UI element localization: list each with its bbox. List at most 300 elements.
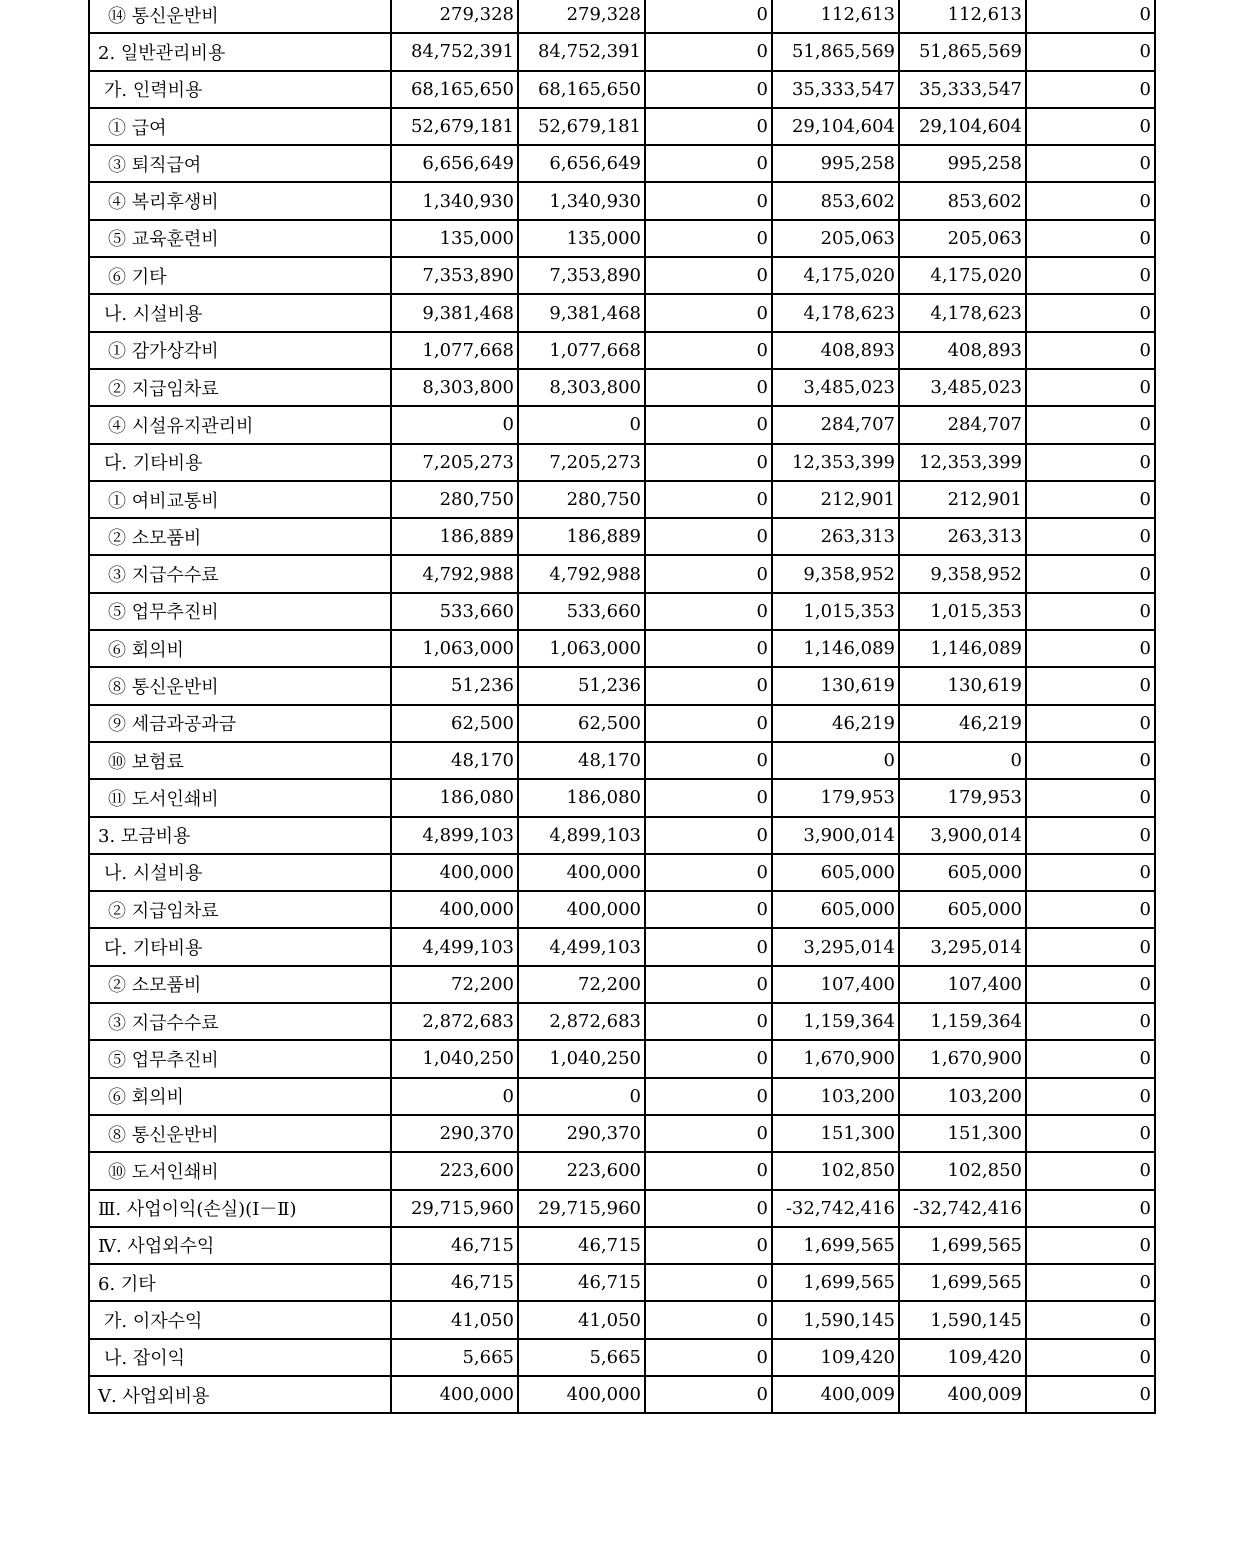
amount-cell: 0 (1026, 71, 1155, 108)
amount-cell: 1,015,353 (772, 593, 899, 630)
row-label: ③ 퇴직급여 (89, 145, 391, 182)
table-row (89, 779, 1155, 816)
amount-cell: 109,420 (772, 1339, 899, 1376)
amount-cell: 3,900,014 (772, 817, 899, 854)
row-label: ⑧ 통신운반비 (89, 667, 391, 704)
row-label: ⑥ 회의비 (89, 1078, 391, 1115)
amount-cell: 0 (645, 667, 772, 704)
table-row (89, 1301, 1155, 1338)
table-row (89, 667, 1155, 704)
amount-cell: 7,205,273 (391, 444, 518, 481)
row-label: 나. 시설비용 (89, 854, 391, 891)
amount-cell: 7,353,890 (391, 257, 518, 294)
table-row (89, 854, 1155, 891)
amount-cell: 35,333,547 (899, 71, 1026, 108)
amount-cell: 263,313 (899, 518, 1026, 555)
row-label: 나. 잡이익 (89, 1339, 391, 1376)
table-row (89, 294, 1155, 331)
amount-cell: 1,699,565 (772, 1227, 899, 1264)
amount-cell: 1,063,000 (391, 630, 518, 667)
amount-cell: 84,752,391 (391, 33, 518, 70)
row-label: ⑪ 도서인쇄비 (89, 779, 391, 816)
amount-cell: 29,715,960 (391, 1190, 518, 1227)
table-row (89, 891, 1155, 928)
table-row (89, 406, 1155, 443)
amount-cell: 41,050 (391, 1301, 518, 1338)
amount-cell: 0 (1026, 257, 1155, 294)
amount-cell: 4,899,103 (391, 817, 518, 854)
amount-cell: 1,077,668 (518, 332, 645, 369)
amount-cell: 0 (645, 481, 772, 518)
amount-cell: 6,656,649 (391, 145, 518, 182)
amount-cell: 72,200 (391, 966, 518, 1003)
amount-cell: 0 (645, 1376, 772, 1413)
amount-cell: 0 (1026, 182, 1155, 219)
amount-cell: 0 (1026, 1040, 1155, 1077)
table-row (89, 444, 1155, 481)
amount-cell: 135,000 (391, 220, 518, 257)
amount-cell: 605,000 (772, 891, 899, 928)
row-label: ⑥ 기타 (89, 257, 391, 294)
amount-cell: 0 (645, 966, 772, 1003)
amount-cell: 1,015,353 (899, 593, 1026, 630)
amount-cell: 103,200 (899, 1078, 1026, 1115)
amount-cell: 46,715 (391, 1264, 518, 1301)
row-label: Ⅴ. 사업외비용 (89, 1376, 391, 1413)
amount-cell: 8,303,800 (518, 369, 645, 406)
amount-cell: 0 (1026, 1376, 1155, 1413)
amount-cell: 280,750 (518, 481, 645, 518)
amount-cell: 0 (1026, 294, 1155, 331)
amount-cell: 51,236 (391, 667, 518, 704)
amount-cell: 1,159,364 (772, 1003, 899, 1040)
amount-cell: 48,170 (391, 742, 518, 779)
amount-cell: 1,590,145 (899, 1301, 1026, 1338)
amount-cell: 400,009 (899, 1376, 1026, 1413)
amount-cell: 1,670,900 (772, 1040, 899, 1077)
amount-cell: 0 (1026, 854, 1155, 891)
amount-cell: 0 (1026, 630, 1155, 667)
amount-cell: 0 (645, 1190, 772, 1227)
amount-cell: 0 (645, 1227, 772, 1264)
amount-cell: 279,328 (518, 0, 645, 33)
row-label: ⑤ 업무추진비 (89, 593, 391, 630)
amount-cell: 0 (1026, 406, 1155, 443)
amount-cell: 179,953 (772, 779, 899, 816)
amount-cell: 62,500 (391, 705, 518, 742)
amount-cell: 107,400 (772, 966, 899, 1003)
amount-cell: 48,170 (518, 742, 645, 779)
financial-statement-table (88, 0, 1156, 1414)
amount-cell: 0 (1026, 332, 1155, 369)
amount-cell: 0 (645, 33, 772, 70)
amount-cell: 12,353,399 (772, 444, 899, 481)
table-row (89, 1264, 1155, 1301)
table-row (89, 630, 1155, 667)
amount-cell: 0 (645, 891, 772, 928)
row-label: 가. 인력비용 (89, 71, 391, 108)
amount-cell: 0 (1026, 593, 1155, 630)
amount-cell: -32,742,416 (772, 1190, 899, 1227)
row-label: ③ 지급수수료 (89, 555, 391, 592)
amount-cell: 3,295,014 (772, 928, 899, 965)
table-row (89, 33, 1155, 70)
amount-cell: 0 (645, 220, 772, 257)
amount-cell: 46,715 (518, 1227, 645, 1264)
table-row (89, 1040, 1155, 1077)
row-label: 다. 기타비용 (89, 928, 391, 965)
table-row (89, 1078, 1155, 1115)
amount-cell: 2,872,683 (518, 1003, 645, 1040)
table-row (89, 1115, 1155, 1152)
row-label: 가. 이자수익 (89, 1301, 391, 1338)
amount-cell: 0 (645, 369, 772, 406)
amount-cell: 62,500 (518, 705, 645, 742)
amount-cell: 263,313 (772, 518, 899, 555)
amount-cell: 4,175,020 (899, 257, 1026, 294)
table-row (89, 817, 1155, 854)
amount-cell: 212,901 (899, 481, 1026, 518)
amount-cell: 112,613 (899, 0, 1026, 33)
amount-cell: 1,699,565 (772, 1264, 899, 1301)
amount-cell: 151,300 (899, 1115, 1026, 1152)
amount-cell: 3,485,023 (899, 369, 1026, 406)
amount-cell: 1,699,565 (899, 1227, 1026, 1264)
table-row (89, 518, 1155, 555)
amount-cell: 52,679,181 (391, 108, 518, 145)
amount-cell: 0 (645, 630, 772, 667)
amount-cell: 7,353,890 (518, 257, 645, 294)
amount-cell: 0 (1026, 369, 1155, 406)
row-label: ① 감가상각비 (89, 332, 391, 369)
amount-cell: 130,619 (772, 667, 899, 704)
amount-cell: 205,063 (899, 220, 1026, 257)
amount-cell: 280,750 (391, 481, 518, 518)
amount-cell: 408,893 (899, 332, 1026, 369)
amount-cell: 0 (645, 294, 772, 331)
amount-cell: 186,889 (518, 518, 645, 555)
table-row (89, 481, 1155, 518)
amount-cell: 12,353,399 (899, 444, 1026, 481)
row-label: ⑩ 도서인쇄비 (89, 1152, 391, 1189)
table-row (89, 369, 1155, 406)
amount-cell: 0 (391, 406, 518, 443)
amount-cell: 4,499,103 (391, 928, 518, 965)
table-row (89, 966, 1155, 1003)
amount-cell: 605,000 (899, 854, 1026, 891)
row-label: ② 소모품비 (89, 518, 391, 555)
table-row (89, 1339, 1155, 1376)
amount-cell: 0 (1026, 1078, 1155, 1115)
row-label: ⑭ 통신운반비 (89, 0, 391, 33)
amount-cell: 0 (645, 1301, 772, 1338)
amount-cell: 4,792,988 (391, 555, 518, 592)
amount-cell: 0 (645, 1264, 772, 1301)
amount-cell: 4,178,623 (772, 294, 899, 331)
amount-cell: 102,850 (772, 1152, 899, 1189)
amount-cell: 102,850 (899, 1152, 1026, 1189)
amount-cell: 853,602 (899, 182, 1026, 219)
table-row (89, 71, 1155, 108)
amount-cell: 0 (645, 779, 772, 816)
amount-cell: 223,600 (391, 1152, 518, 1189)
amount-cell: 0 (1026, 966, 1155, 1003)
table-row (89, 332, 1155, 369)
amount-cell: 7,205,273 (518, 444, 645, 481)
row-label: ② 소모품비 (89, 966, 391, 1003)
amount-cell: 9,381,468 (518, 294, 645, 331)
amount-cell: 68,165,650 (391, 71, 518, 108)
amount-cell: 6,656,649 (518, 145, 645, 182)
row-label: 2. 일반관리비용 (89, 33, 391, 70)
amount-cell: 0 (645, 406, 772, 443)
amount-cell: 1,040,250 (518, 1040, 645, 1077)
row-label: ⑨ 세금과공과금 (89, 705, 391, 742)
table-row (89, 220, 1155, 257)
amount-cell: 130,619 (899, 667, 1026, 704)
amount-cell: 72,200 (518, 966, 645, 1003)
amount-cell: 4,178,623 (899, 294, 1026, 331)
amount-cell: 0 (1026, 145, 1155, 182)
amount-cell: 103,200 (772, 1078, 899, 1115)
amount-cell: 0 (645, 817, 772, 854)
amount-cell: 8,303,800 (391, 369, 518, 406)
amount-cell: 408,893 (772, 332, 899, 369)
row-label: ④ 시설유지관리비 (89, 406, 391, 443)
amount-cell: 0 (645, 71, 772, 108)
amount-cell: 0 (391, 1078, 518, 1115)
amount-cell: 605,000 (772, 854, 899, 891)
amount-cell: 0 (645, 555, 772, 592)
amount-cell: -32,742,416 (899, 1190, 1026, 1227)
amount-cell: 5,665 (391, 1339, 518, 1376)
row-label: ⑤ 업무추진비 (89, 1040, 391, 1077)
amount-cell: 1,340,930 (391, 182, 518, 219)
amount-cell: 0 (645, 742, 772, 779)
amount-cell: 0 (645, 518, 772, 555)
row-label: 3. 모금비용 (89, 817, 391, 854)
amount-cell: 290,370 (518, 1115, 645, 1152)
table-row (89, 705, 1155, 742)
amount-cell: 107,400 (899, 966, 1026, 1003)
amount-cell: 290,370 (391, 1115, 518, 1152)
amount-cell: 0 (645, 0, 772, 33)
amount-cell: 0 (1026, 1152, 1155, 1189)
amount-cell: 0 (1026, 817, 1155, 854)
amount-cell: 0 (1026, 555, 1155, 592)
row-label: ② 지급임차료 (89, 369, 391, 406)
amount-cell: 0 (899, 742, 1026, 779)
amount-cell: 4,899,103 (518, 817, 645, 854)
amount-cell: 9,358,952 (772, 555, 899, 592)
amount-cell: 0 (645, 928, 772, 965)
amount-cell: 0 (645, 182, 772, 219)
amount-cell: 853,602 (772, 182, 899, 219)
amount-cell: 0 (1026, 0, 1155, 33)
amount-cell: 279,328 (391, 0, 518, 33)
row-label: 나. 시설비용 (89, 294, 391, 331)
amount-cell: 284,707 (772, 406, 899, 443)
amount-cell: 0 (645, 257, 772, 294)
amount-cell: 0 (1026, 928, 1155, 965)
row-label: ① 여비교통비 (89, 481, 391, 518)
table-row (89, 145, 1155, 182)
amount-cell: 9,381,468 (391, 294, 518, 331)
amount-cell: 1,340,930 (518, 182, 645, 219)
row-label: ⑩ 보험료 (89, 742, 391, 779)
amount-cell: 112,613 (772, 0, 899, 33)
amount-cell: 0 (1026, 779, 1155, 816)
amount-cell: 533,660 (391, 593, 518, 630)
amount-cell: 52,679,181 (518, 108, 645, 145)
table-row (89, 1190, 1155, 1227)
amount-cell: 1,699,565 (899, 1264, 1026, 1301)
amount-cell: 1,146,089 (899, 630, 1026, 667)
amount-cell: 400,009 (772, 1376, 899, 1413)
amount-cell: 109,420 (899, 1339, 1026, 1376)
amount-cell: 0 (645, 1115, 772, 1152)
table-row (89, 1376, 1155, 1413)
amount-cell: 0 (1026, 518, 1155, 555)
amount-cell: 0 (1026, 1227, 1155, 1264)
table-row (89, 928, 1155, 965)
row-label: ① 급여 (89, 108, 391, 145)
amount-cell: 284,707 (899, 406, 1026, 443)
amount-cell: 0 (1026, 891, 1155, 928)
row-label: ⑧ 통신운반비 (89, 1115, 391, 1152)
amount-cell: 212,901 (772, 481, 899, 518)
amount-cell: 1,590,145 (772, 1301, 899, 1338)
amount-cell: 0 (645, 705, 772, 742)
amount-cell: 46,715 (518, 1264, 645, 1301)
table-row (89, 1003, 1155, 1040)
amount-cell: 533,660 (518, 593, 645, 630)
row-label: ③ 지급수수료 (89, 1003, 391, 1040)
amount-cell: 1,159,364 (899, 1003, 1026, 1040)
amount-cell: 0 (1026, 444, 1155, 481)
amount-cell: 400,000 (391, 891, 518, 928)
amount-cell: 0 (645, 332, 772, 369)
amount-cell: 400,000 (391, 854, 518, 891)
amount-cell: 0 (1026, 667, 1155, 704)
amount-cell: 0 (645, 1040, 772, 1077)
table-row (89, 182, 1155, 219)
table-row (89, 593, 1155, 630)
amount-cell: 5,665 (518, 1339, 645, 1376)
amount-cell: 0 (1026, 108, 1155, 145)
amount-cell: 0 (645, 1003, 772, 1040)
amount-cell: 4,175,020 (772, 257, 899, 294)
amount-cell: 135,000 (518, 220, 645, 257)
amount-cell: 0 (1026, 1264, 1155, 1301)
amount-cell: 0 (1026, 1301, 1155, 1338)
amount-cell: 400,000 (518, 854, 645, 891)
amount-cell: 1,063,000 (518, 630, 645, 667)
row-label: Ⅳ. 사업외수익 (89, 1227, 391, 1264)
amount-cell: 51,865,569 (772, 33, 899, 70)
amount-cell: 84,752,391 (518, 33, 645, 70)
amount-cell: 400,000 (518, 1376, 645, 1413)
table-row (89, 1227, 1155, 1264)
amount-cell: 2,872,683 (391, 1003, 518, 1040)
amount-cell: 68,165,650 (518, 71, 645, 108)
row-label: 다. 기타비용 (89, 444, 391, 481)
amount-cell: 205,063 (772, 220, 899, 257)
table-row (89, 108, 1155, 145)
amount-cell: 0 (518, 406, 645, 443)
amount-cell: 46,219 (899, 705, 1026, 742)
amount-cell: 1,040,250 (391, 1040, 518, 1077)
table-row (89, 555, 1155, 592)
amount-cell: 3,295,014 (899, 928, 1026, 965)
amount-cell: 35,333,547 (772, 71, 899, 108)
amount-cell: 995,258 (772, 145, 899, 182)
row-label: 6. 기타 (89, 1264, 391, 1301)
amount-cell: 0 (645, 108, 772, 145)
amount-cell: 0 (1026, 1115, 1155, 1152)
table-body (89, 0, 1155, 1413)
amount-cell: 29,715,960 (518, 1190, 645, 1227)
amount-cell: 0 (645, 444, 772, 481)
amount-cell: 0 (1026, 705, 1155, 742)
amount-cell: 9,358,952 (899, 555, 1026, 592)
amount-cell: 41,050 (518, 1301, 645, 1338)
amount-cell: 0 (1026, 220, 1155, 257)
amount-cell: 0 (1026, 1003, 1155, 1040)
amount-cell: 51,236 (518, 667, 645, 704)
amount-cell: 186,080 (518, 779, 645, 816)
amount-cell: 0 (645, 1152, 772, 1189)
table-row (89, 1152, 1155, 1189)
row-label: Ⅲ. 사업이익(손실)(Ⅰ－Ⅱ) (89, 1190, 391, 1227)
amount-cell: 0 (645, 145, 772, 182)
amount-cell: 29,104,604 (772, 108, 899, 145)
amount-cell: 1,670,900 (899, 1040, 1026, 1077)
amount-cell: 0 (1026, 33, 1155, 70)
amount-cell: 1,146,089 (772, 630, 899, 667)
amount-cell: 0 (1026, 1339, 1155, 1376)
amount-cell: 223,600 (518, 1152, 645, 1189)
amount-cell: 1,077,668 (391, 332, 518, 369)
amount-cell: 995,258 (899, 145, 1026, 182)
amount-cell: 605,000 (899, 891, 1026, 928)
amount-cell: 0 (645, 593, 772, 630)
amount-cell: 151,300 (772, 1115, 899, 1152)
amount-cell: 4,499,103 (518, 928, 645, 965)
amount-cell: 3,485,023 (772, 369, 899, 406)
table-row (89, 742, 1155, 779)
amount-cell: 400,000 (518, 891, 645, 928)
amount-cell: 3,900,014 (899, 817, 1026, 854)
amount-cell: 51,865,569 (899, 33, 1026, 70)
amount-cell: 179,953 (899, 779, 1026, 816)
amount-cell: 46,219 (772, 705, 899, 742)
row-label: ⑥ 회의비 (89, 630, 391, 667)
amount-cell: 0 (1026, 481, 1155, 518)
amount-cell: 0 (772, 742, 899, 779)
amount-cell: 186,080 (391, 779, 518, 816)
amount-cell: 0 (645, 1078, 772, 1115)
amount-cell: 0 (645, 1339, 772, 1376)
amount-cell: 186,889 (391, 518, 518, 555)
table-row (89, 257, 1155, 294)
amount-cell: 29,104,604 (899, 108, 1026, 145)
amount-cell: 0 (1026, 1190, 1155, 1227)
amount-cell: 0 (518, 1078, 645, 1115)
row-label: ② 지급임차료 (89, 891, 391, 928)
table-row (89, 0, 1155, 33)
amount-cell: 0 (1026, 742, 1155, 779)
